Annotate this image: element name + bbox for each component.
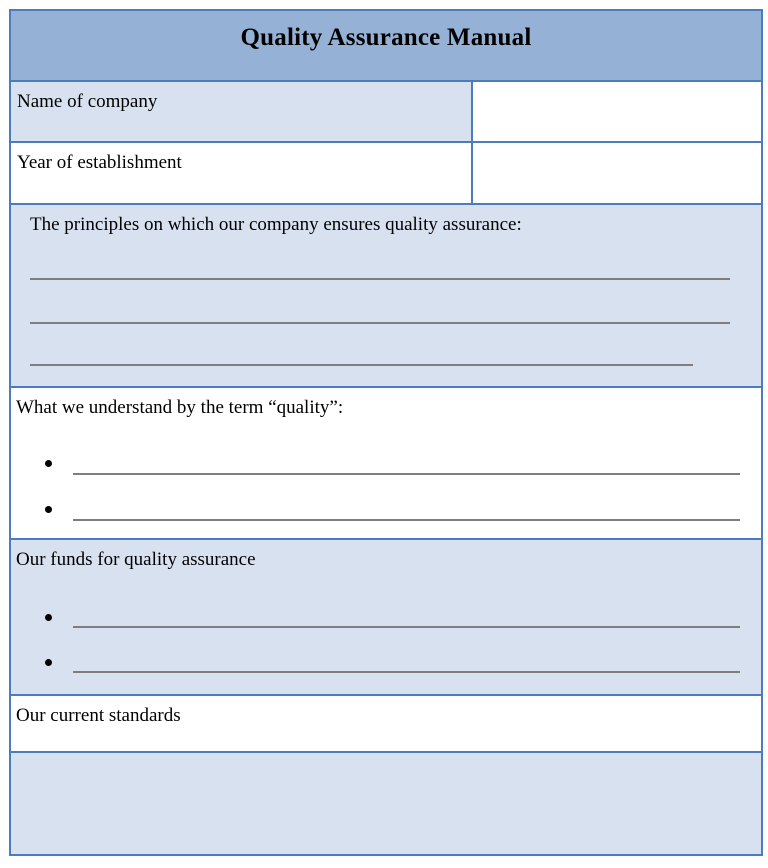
year-input-cell[interactable]	[473, 143, 761, 203]
form-title: Quality Assurance Manual	[240, 24, 532, 51]
year-label-cell	[11, 143, 473, 203]
quality-definition-heading: What we understand by the term “quality”:	[16, 397, 344, 418]
standards-section	[11, 696, 761, 753]
year-label: Year of establishment	[17, 152, 182, 173]
principles-write-line-2[interactable]	[30, 322, 730, 324]
bullet-icon	[45, 506, 52, 513]
year-row	[11, 143, 761, 205]
funds-heading: Our funds for quality assurance	[16, 549, 256, 570]
principles-heading: The principles on which our company ensures quality assurance:	[30, 214, 522, 235]
quality-write-line-2[interactable]	[73, 519, 740, 521]
standards-heading: Our current standards	[16, 705, 181, 726]
standards-notes-area[interactable]	[11, 753, 761, 854]
company-input-cell[interactable]	[473, 82, 761, 141]
form-header	[11, 11, 761, 82]
company-row	[11, 82, 761, 143]
funds-section	[11, 540, 761, 696]
principles-write-line-1[interactable]	[30, 278, 730, 280]
company-label-cell	[11, 82, 473, 141]
bullet-icon	[45, 659, 52, 666]
funds-write-line-1[interactable]	[73, 626, 740, 628]
quality-definition-section	[11, 388, 761, 540]
qa-manual-form	[9, 9, 763, 856]
quality-write-line-1[interactable]	[73, 473, 740, 475]
bullet-icon	[45, 460, 52, 467]
company-label: Name of company	[17, 91, 158, 112]
bullet-icon	[45, 614, 52, 621]
principles-write-line-3[interactable]	[30, 364, 693, 366]
principles-section	[11, 205, 761, 388]
funds-write-line-2[interactable]	[73, 671, 740, 673]
